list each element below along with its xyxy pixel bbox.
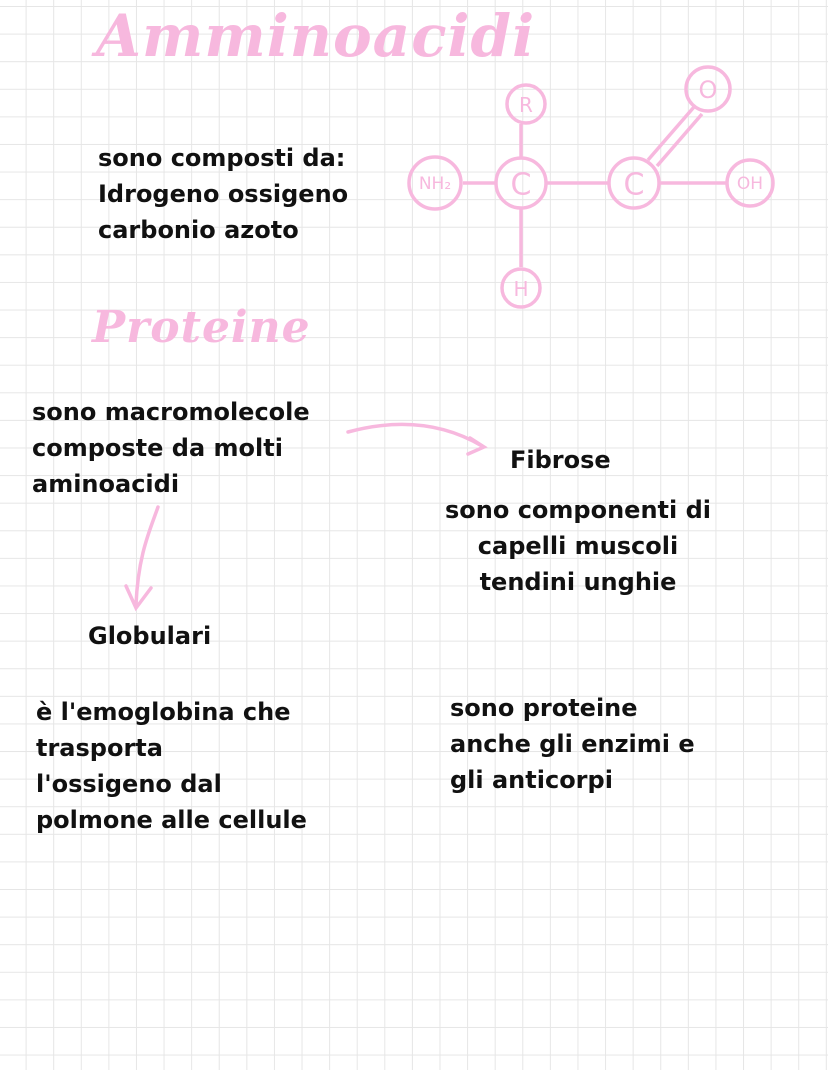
c-alpha-label: C: [510, 167, 532, 203]
composition-line: carbonio azoto: [98, 216, 299, 244]
r-label: R: [519, 93, 533, 117]
definition-line: composte da molti: [32, 434, 283, 462]
fibrose-line: tendini unghie: [479, 568, 677, 596]
fibrose-label: Fibrose: [510, 446, 611, 474]
other-proteins-text: [450, 690, 695, 798]
globulari-line: trasporta: [36, 734, 163, 762]
title-amminoacidi: Amminoacidi: [96, 2, 536, 70]
globulari-label: Globulari: [88, 622, 212, 650]
fibrose-line: capelli muscoli: [477, 532, 679, 560]
definition-line: aminoacidi: [32, 470, 180, 498]
globulari-line: polmone alle cellule: [36, 806, 307, 834]
o-label: O: [698, 76, 718, 104]
composition-line: sono composti da:: [98, 144, 346, 172]
title-proteine: Proteine: [92, 302, 311, 353]
globulari-description: [36, 694, 307, 838]
oh-label: OH: [736, 174, 764, 194]
other-line: sono proteine: [450, 694, 638, 722]
h-label: H: [513, 277, 529, 301]
nh2-label: NH₂: [418, 174, 452, 194]
c-carboxyl-label: C: [623, 167, 645, 203]
globulari-line: l'ossigeno dal: [36, 770, 222, 798]
arrow-to-fibrose: [348, 424, 482, 446]
definition-line: sono macromolecole: [32, 398, 310, 426]
fibrose-description: [430, 492, 726, 600]
fibrose-line: sono componenti di: [444, 496, 711, 524]
composition-line: Idrogeno ossigeno: [98, 180, 349, 208]
globulari-line: è l'emoglobina che: [36, 698, 291, 726]
other-line: gli anticorpi: [450, 766, 613, 794]
arrow-to-globulari: [136, 507, 158, 605]
other-line: anche gli enzimi e: [450, 730, 695, 758]
